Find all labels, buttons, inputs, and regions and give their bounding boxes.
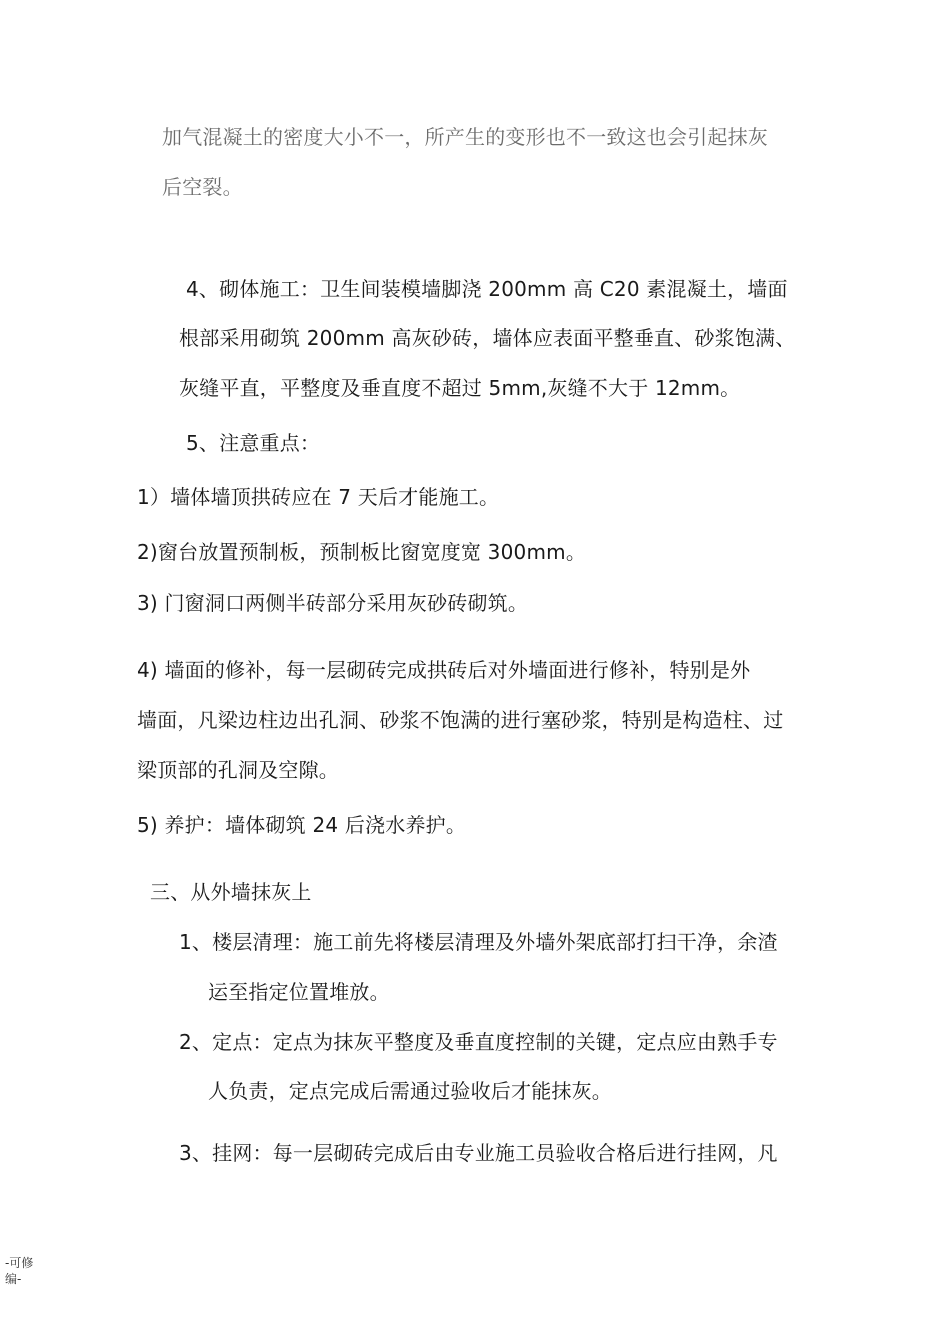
item5-point-4-line-1: 4) 墙面的修补，每一层砌砖完成拱砖后对外墙面进行修补，特别是外 bbox=[137, 658, 751, 682]
intro-line-1: 加气混凝土的密度大小不一，所产生的变形也不一致这也会引起抹灰 bbox=[162, 125, 768, 149]
item4-line-1: 4、砌体施工：卫生间装模墙脚浇 200mm 高 C20 素混凝土，墙面 bbox=[186, 277, 788, 301]
item5-heading: 5、注意重点： bbox=[186, 431, 321, 455]
item5-point-1: 1）墙体墙顶拱砖应在 7 天后才能施工。 bbox=[137, 485, 500, 509]
footer-line-1: -可修 bbox=[5, 1256, 34, 1270]
item5-point-3: 3) 门窗洞口两侧半砖部分采用灰砂砖砌筑。 bbox=[137, 591, 529, 615]
footer-line-2: 编- bbox=[5, 1272, 22, 1286]
section3-item-1-line-2: 运至指定位置堆放。 bbox=[208, 980, 390, 1004]
item5-point-5: 5) 养护：墙体砌筑 24 后浇水养护。 bbox=[137, 813, 467, 837]
intro-line-2: 后空裂。 bbox=[162, 175, 243, 199]
item5-point-4-line-2: 墙面，凡梁边柱边出孔洞、砂浆不饱满的进行塞砂浆，特别是构造柱、过 bbox=[137, 708, 784, 732]
item4-line-2: 根部采用砌筑 200mm 高灰砂砖，墙体应表面平整垂直、砂浆饱满、 bbox=[179, 326, 796, 350]
section3-item-1-line-1: 1、楼层清理：施工前先将楼层清理及外墙外架底部打扫干净，余渣 bbox=[179, 930, 778, 954]
section3-item-3-line-1: 3、挂网：每一层砌砖完成后由专业施工员验收合格后进行挂网，凡 bbox=[179, 1141, 778, 1165]
item4-line-3: 灰缝平直，平整度及垂直度不超过 5mm,灰缝不大于 12mm。 bbox=[179, 376, 741, 400]
item5-point-2: 2)窗台放置预制板，预制板比窗宽度宽 300mm。 bbox=[137, 540, 587, 564]
section3-item-2-line-2: 人负责，定点完成后需通过验收后才能抹灰。 bbox=[208, 1079, 612, 1103]
section3-heading: 三、从外墙抹灰上 bbox=[150, 880, 312, 904]
item5-point-4-line-3: 梁顶部的孔洞及空隙。 bbox=[137, 758, 339, 782]
section3-item-2-line-1: 2、定点：定点为抹灰平整度及垂直度控制的关键，定点应由熟手专 bbox=[179, 1030, 778, 1054]
